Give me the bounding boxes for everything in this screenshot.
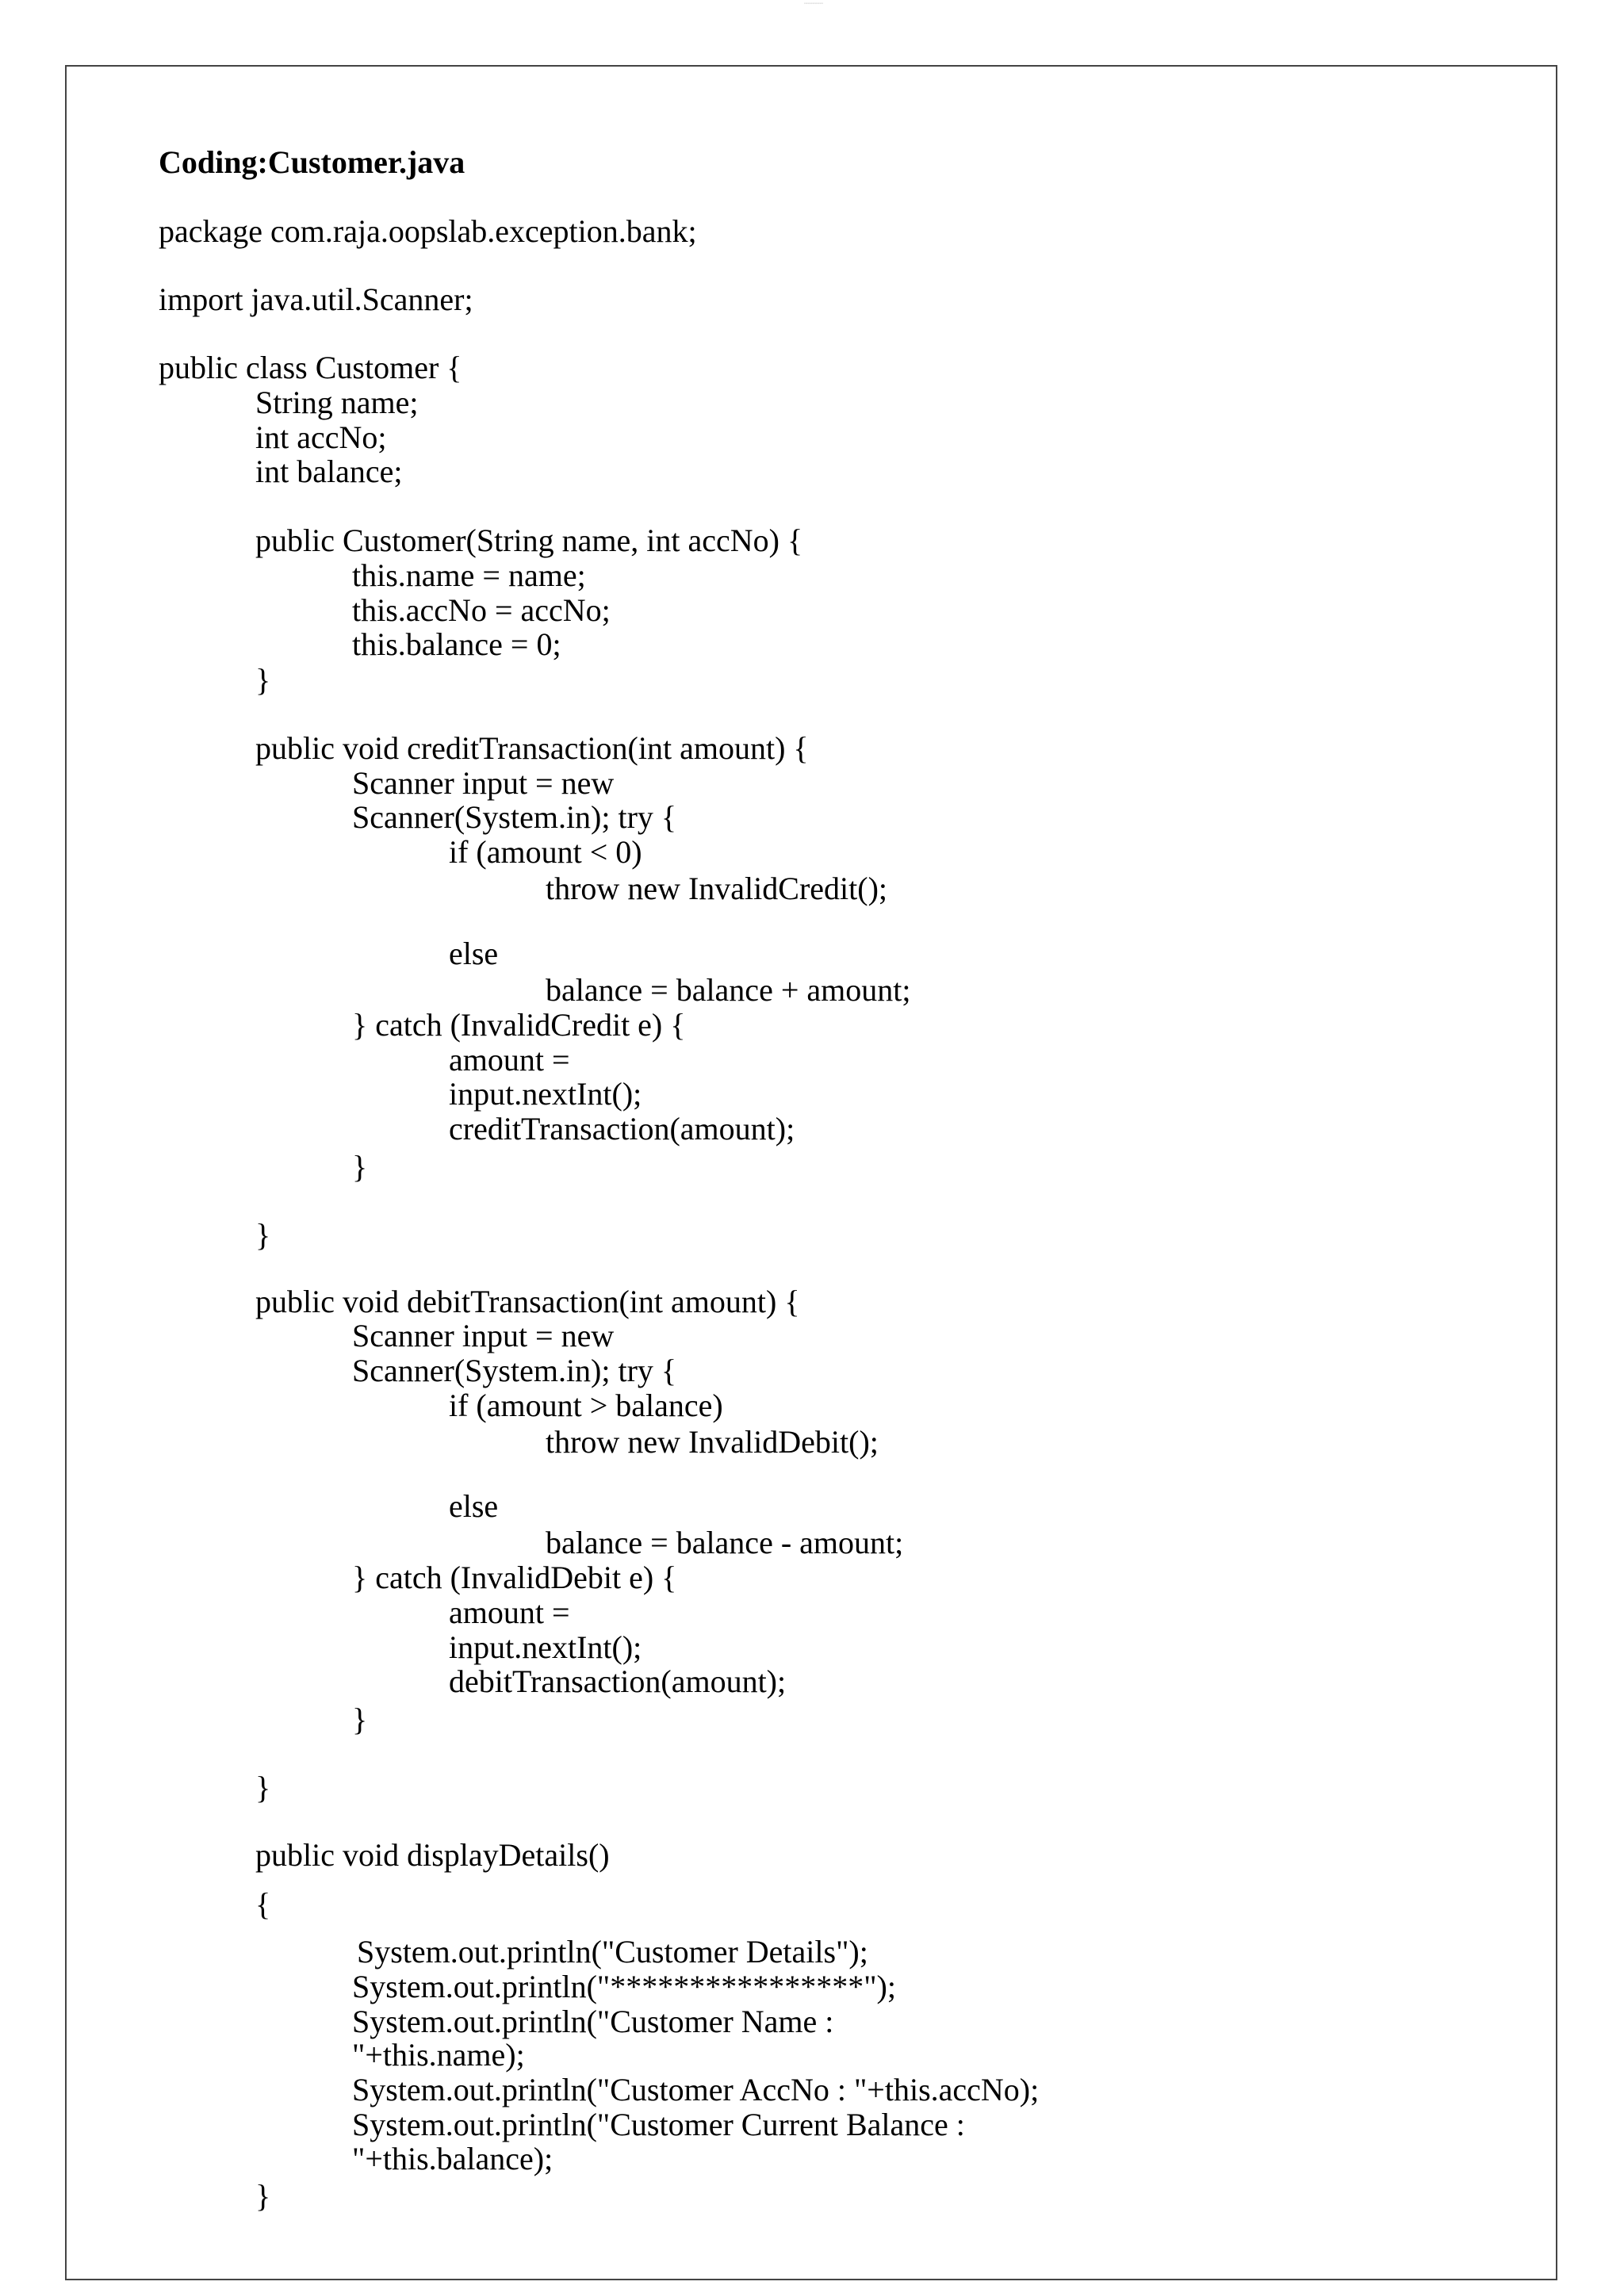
code-line: debitTransaction(amount); [449, 1663, 787, 1699]
code-line: int balance; [255, 454, 403, 489]
code-line: input.nextInt(); [449, 1629, 642, 1665]
code-line: int accNo; [255, 419, 387, 455]
code-line: import java.util.Scanner; [159, 281, 473, 317]
code-line: } [255, 662, 271, 698]
code-line: this.balance = 0; [352, 626, 561, 662]
code-line: public void debitTransaction(int amount) { [255, 1284, 800, 1319]
code-line: } [255, 1770, 271, 1805]
code-line: throw new InvalidDebit(); [546, 1424, 879, 1460]
code-line: if (amount < 0) [449, 834, 642, 870]
code-line: } [352, 1702, 368, 1737]
code-line: Scanner input = new [352, 1318, 615, 1353]
code-line: System.out.println("****************"); [352, 1969, 896, 2004]
code-line: public class Customer { [159, 350, 462, 385]
code-line: public void creditTransaction(int amount) { [255, 730, 809, 766]
page-header-mark: xxxxxxxxxxxxxxxx [804, 2, 823, 5]
document-title: Coding:Customer.java [159, 144, 465, 180]
code-line: else [449, 1488, 499, 1524]
code-line: Scanner(System.in); try { [352, 1353, 677, 1388]
code-line: "+this.balance); [352, 2141, 553, 2176]
code-line: this.accNo = accNo; [352, 592, 611, 628]
code-line: package com.raja.oopslab.exception.bank; [159, 213, 697, 249]
code-line: Scanner(System.in); try { [352, 799, 677, 835]
code-line: } [352, 1149, 368, 1185]
code-line: } [255, 2178, 271, 2214]
code-line: System.out.println("Customer Current Balance : [352, 2107, 965, 2142]
code-line: String name; [255, 385, 419, 420]
code-line: throw new InvalidCredit(); [546, 871, 887, 906]
code-line: creditTransaction(amount); [449, 1111, 795, 1146]
code-line: System.out.println("Customer AccNo : "+this.accNo); [352, 2072, 1040, 2107]
code-line: input.nextInt(); [449, 1076, 642, 1112]
code-line: else [449, 936, 499, 971]
code-line: this.name = name; [352, 557, 586, 593]
code-line: "+this.name); [352, 2037, 525, 2073]
code-line: } catch (InvalidDebit e) { [352, 1560, 677, 1595]
code-line: amount = [449, 1042, 570, 1078]
code-line: { [255, 1886, 271, 1922]
code-line: public Customer(String name, int accNo) { [255, 523, 803, 558]
code-line: public void displayDetails() [255, 1837, 610, 1873]
code-line: balance = balance + amount; [546, 972, 911, 1008]
code-line: Scanner input = new [352, 765, 615, 801]
code-line: } catch (InvalidCredit e) { [352, 1007, 686, 1043]
code-line: } [255, 1217, 271, 1253]
code-line: System.out.println("Customer Details"); [357, 1934, 868, 1970]
code-line: balance = balance - amount; [546, 1525, 904, 1560]
code-line: amount = [449, 1594, 570, 1630]
code-line: System.out.println("Customer Name : [352, 2004, 834, 2039]
code-line: if (amount > balance) [449, 1388, 723, 1423]
